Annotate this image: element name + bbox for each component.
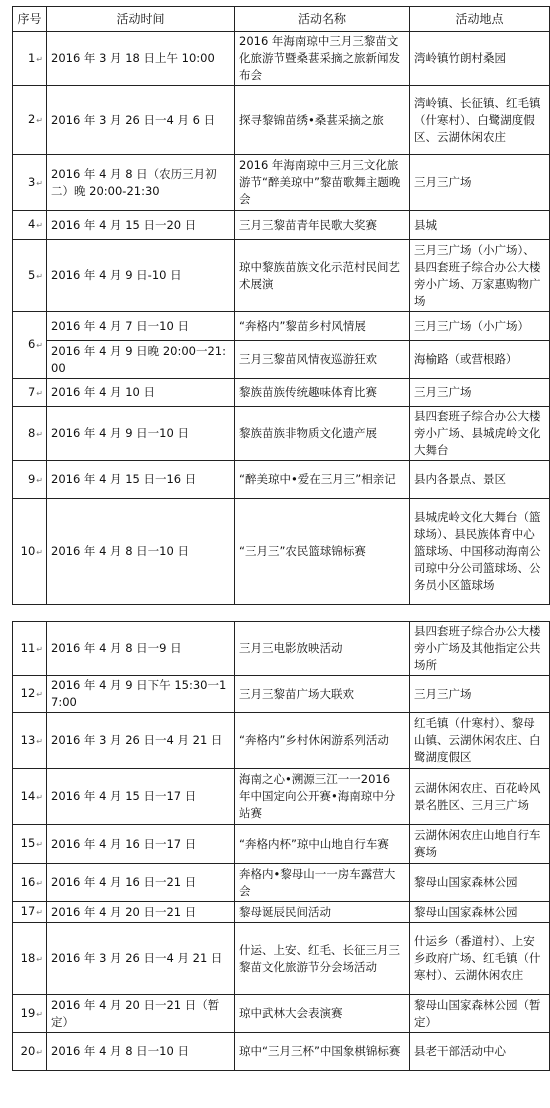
row-name: 三月三黎苗广场大联欢 — [235, 676, 410, 713]
row-time: 2016 年 4 月 9 日-10 日 — [47, 240, 235, 312]
row-place: 三月三广场 — [410, 155, 550, 211]
row-place: 湾岭镇竹朗村桑园 — [410, 32, 550, 86]
table-row — [13, 769, 550, 825]
row-place: 三月三广场 — [410, 676, 550, 713]
row-no: 10 ↵ — [13, 499, 47, 605]
table-row — [13, 407, 550, 461]
row-place: 云湖休闲农庄、百花岭风景名胜区、三月三广场 — [410, 769, 550, 825]
table-row — [13, 312, 550, 341]
row-time: 2016 年 4 月 9 日晚 20:00一21:00 — [47, 341, 235, 379]
row-name: 三月三电影放映活动 — [235, 622, 410, 676]
table-row — [13, 86, 550, 155]
header-time: 活动时间 — [47, 7, 235, 32]
row-place: 黎母山国家森林公园 — [410, 864, 550, 902]
row-place: 什运乡（番道村）、上安乡政府广场、红毛镇（什寒村）、云湖休闲农庄 — [410, 923, 550, 995]
row-name: 黎族苗族非物质文化遗产展 — [235, 407, 410, 461]
row-no: 2 ↵ — [13, 86, 47, 155]
row-time: 2016 年 4 月 20 日一21 日 — [47, 902, 235, 923]
table-row — [13, 1033, 550, 1071]
table-row — [13, 995, 550, 1033]
row-no: 19 ↵ — [13, 995, 47, 1033]
row-place: 海榆路（或营根路） — [410, 341, 550, 379]
header-place: 活动地点 — [410, 7, 550, 32]
row-place: 红毛镇（什寒村）、黎母山镇、云湖休闲农庄、白鹭湖度假区 — [410, 713, 550, 769]
row-time: 2016 年 4 月 8 日一10 日 — [47, 499, 235, 605]
table-row — [13, 864, 550, 902]
row-place: 县城虎岭文化大舞台（篮球场）、县民族体育中心篮球场、中国移动海南公司琼中分公司篮球场、公务员小区篮球场 — [410, 499, 550, 605]
row-time: 2016 年 4 月 7 日一10 日 — [47, 312, 235, 341]
row-no: 15 ↵ — [13, 825, 47, 864]
row-name: 什运、上安、红毛、长征三月三黎苗文化旅游节分会场活动 — [235, 923, 410, 995]
row-time: 2016 年 3 月 26 日一4 月 6 日 — [47, 86, 235, 155]
table-row — [13, 240, 550, 312]
table-row — [13, 676, 550, 713]
table-row — [13, 923, 550, 995]
row-place: 县四套班子综合办公大楼旁小广场、县城虎岭文化大舞台 — [410, 407, 550, 461]
row-time: 2016 年 4 月 8 日（农历三月初二）晚 20:00-21:30 — [47, 155, 235, 211]
row-time: 2016 年 4 月 9 日一10 日 — [47, 407, 235, 461]
table-row — [13, 713, 550, 769]
table-row — [13, 341, 550, 379]
row-no: 1 ↵ — [13, 32, 47, 86]
row-no: 6 ↵ — [13, 312, 47, 379]
row-name: “醉美琼中•爱在三月三”相亲记 — [235, 461, 410, 499]
page-break — [0, 616, 550, 620]
row-place: 云湖休闲农庄山地自行车赛场 — [410, 825, 550, 864]
row-place: 三月三广场（小广场） — [410, 312, 550, 341]
row-name: “奔格内”黎苗乡村风情展 — [235, 312, 410, 341]
row-place: 县老干部活动中心 — [410, 1033, 550, 1071]
table-row — [13, 211, 550, 240]
row-name: 奔格内•黎母山一一房车露营大会 — [235, 864, 410, 902]
activity-table-bottom — [12, 621, 550, 1071]
table-row — [13, 32, 550, 86]
row-time: 2016 年 4 月 8 日一10 日 — [47, 1033, 235, 1071]
row-time: 2016 年 4 月 9 日下午 15:30一17:00 — [47, 676, 235, 713]
row-name: 黎母诞辰民间活动 — [235, 902, 410, 923]
row-name: 琼中黎族苗族文化示范村民间艺术展演 — [235, 240, 410, 312]
header-no: 序号 — [13, 7, 47, 32]
header-row — [13, 7, 550, 32]
row-time: 2016 年 3 月 26 日一4 月 21 日 — [47, 923, 235, 995]
table-row — [13, 499, 550, 605]
row-place: 县内各景点、景区 — [410, 461, 550, 499]
row-time: 2016 年 4 月 15 日一17 日 — [47, 769, 235, 825]
row-name: “奔格内杯”琼中山地自行车赛 — [235, 825, 410, 864]
row-time: 2016 年 4 月 20 日一21 日（暂定） — [47, 995, 235, 1033]
header-name: 活动名称 — [235, 7, 410, 32]
row-name: “三月三”农民篮球锦标赛 — [235, 499, 410, 605]
row-no: 8 ↵ — [13, 407, 47, 461]
row-no: 9 ↵ — [13, 461, 47, 499]
row-no: 16 ↵ — [13, 864, 47, 902]
row-name: 2016 年海南琼中三月三黎苗文化旅游节暨桑葚采摘之旅新闻发布会 — [235, 32, 410, 86]
row-time: 2016 年 4 月 10 日 — [47, 379, 235, 407]
row-no: 17 ↵ — [13, 902, 47, 923]
row-no: 20 ↵ — [13, 1033, 47, 1071]
row-place: 湾岭镇、长征镇、红毛镇（什寒村）、白鹭湖度假区、云湖休闲农庄 — [410, 86, 550, 155]
row-place: 三月三广场（小广场）、县四套班子综合办公大楼旁小广场、万家惠购物广场 — [410, 240, 550, 312]
row-name: 琼中“三月三杯”中国象棋锦标赛 — [235, 1033, 410, 1071]
table-row — [13, 379, 550, 407]
table-row — [13, 155, 550, 211]
table-row — [13, 461, 550, 499]
activity-table-top — [12, 6, 550, 605]
row-name: “奔格内”乡村休闲游系列活动 — [235, 713, 410, 769]
row-time: 2016 年 3 月 26 日一4 月 21 日 — [47, 713, 235, 769]
row-no: 11 ↵ — [13, 622, 47, 676]
row-time: 2016 年 4 月 16 日一21 日 — [47, 864, 235, 902]
row-no: 12 ↵ — [13, 676, 47, 713]
row-name: 三月三黎苗风情夜巡游狂欢 — [235, 341, 410, 379]
row-name: 三月三黎苗青年民歌大奖赛 — [235, 211, 410, 240]
row-no: 3 ↵ — [13, 155, 47, 211]
row-no: 14 ↵ — [13, 769, 47, 825]
row-name: 探寻黎锦苗绣•桑葚采摘之旅 — [235, 86, 410, 155]
row-no: 13 ↵ — [13, 713, 47, 769]
row-place: 三月三广场 — [410, 379, 550, 407]
row-time: 2016 年 4 月 15 日一20 日 — [47, 211, 235, 240]
table-row — [13, 902, 550, 923]
row-no: 18 ↵ — [13, 923, 47, 995]
row-name: 2016 年海南琼中三月三文化旅游节“醉美琼中”黎苗歌舞主题晚会 — [235, 155, 410, 211]
row-time: 2016 年 4 月 8 日一9 日 — [47, 622, 235, 676]
row-place: 县城 — [410, 211, 550, 240]
row-name: 黎族苗族传统趣味体育比赛 — [235, 379, 410, 407]
row-no: 4 ↵ — [13, 211, 47, 240]
table-row — [13, 622, 550, 676]
row-time: 2016 年 4 月 15 日一16 日 — [47, 461, 235, 499]
table-row — [13, 825, 550, 864]
row-name: 海南之心•溯源三江一一2016 年中国定向公开赛•海南琼中分站赛 — [235, 769, 410, 825]
row-place: 县四套班子综合办公大楼旁小广场及其他指定公共场所 — [410, 622, 550, 676]
row-place: 黎母山国家森林公园（暂定） — [410, 995, 550, 1033]
row-time: 2016 年 4 月 16 日一17 日 — [47, 825, 235, 864]
row-no: 5 ↵ — [13, 240, 47, 312]
row-time: 2016 年 3 月 18 日上午 10:00 — [47, 32, 235, 86]
row-place: 黎母山国家森林公园 — [410, 902, 550, 923]
row-name: 琼中武林大会表演赛 — [235, 995, 410, 1033]
row-no: 7 ↵ — [13, 379, 47, 407]
